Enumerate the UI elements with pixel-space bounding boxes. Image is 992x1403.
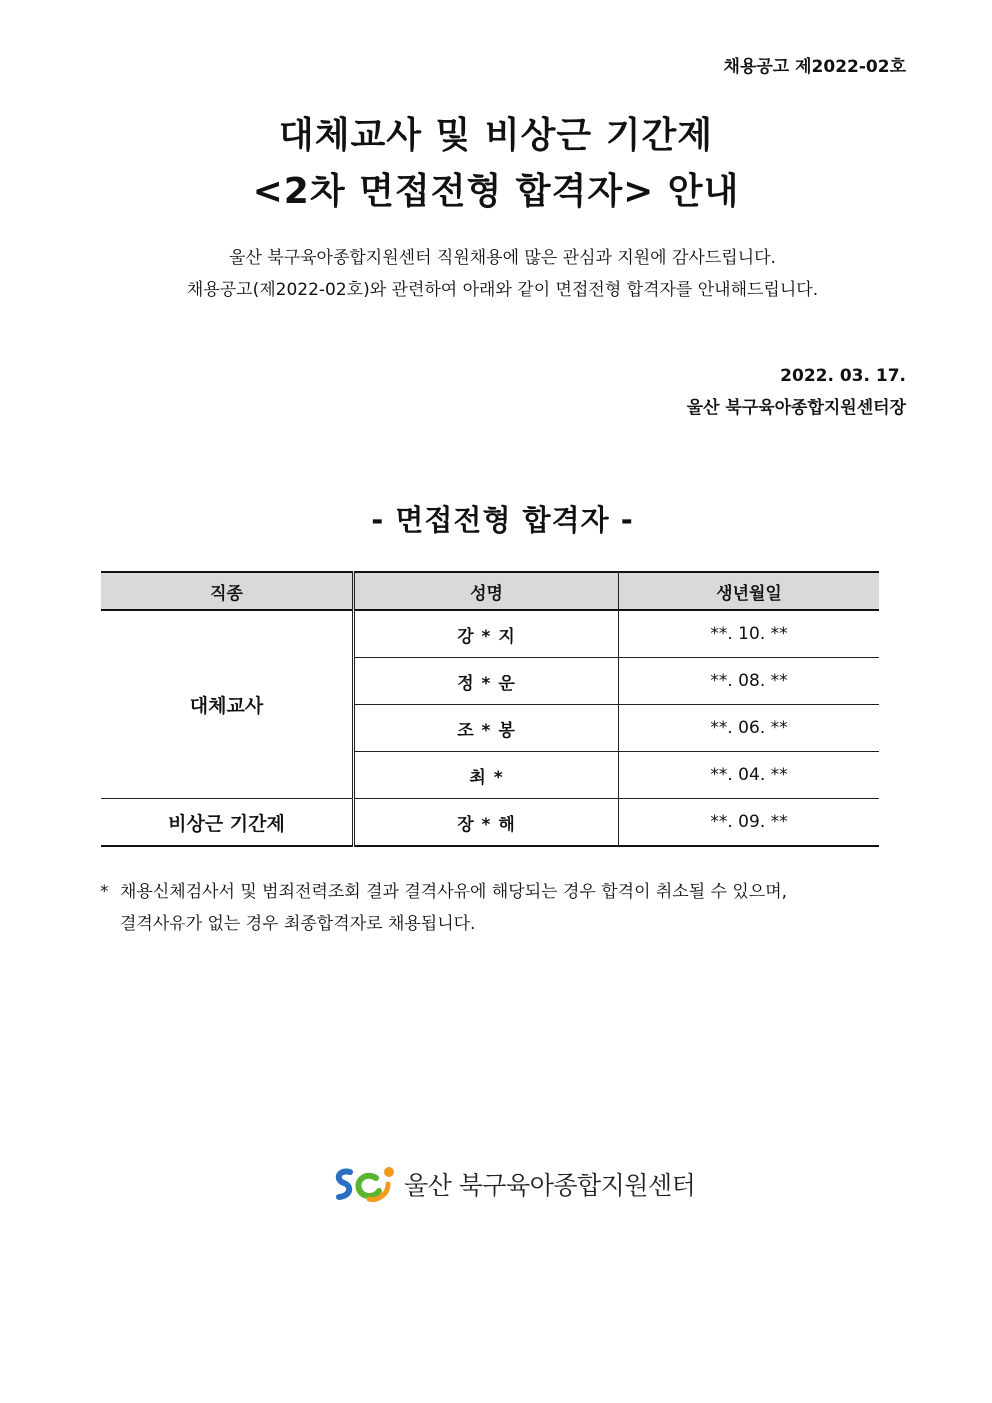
intro-line-2: 채용공고(제2022-02호)와 관련하여 아래와 같이 면접전형 합격자를 안내해드립니다. — [186, 280, 819, 300]
job-cell: 비상근 기간제 — [101, 799, 354, 847]
birth-cell: **. 08. ** — [619, 658, 880, 705]
center-name: 울산 북구육아종합지원센터 — [404, 1171, 696, 1200]
title-line-1: 대체교사 및 비상근 기간제 — [278, 115, 714, 156]
birth-cell: **. 09. ** — [619, 799, 880, 847]
center-logo-icon — [332, 1163, 398, 1205]
name-cell: 강 * 지 — [354, 610, 619, 658]
section-title: - 면접전형 합격자 - — [371, 503, 634, 537]
footnote-text-2: 결격사유가 없는 경우 최종합격자로 채용됩니다. — [120, 914, 476, 934]
footnote — [100, 876, 910, 940]
issue-date: 2022. 03. 17. — [780, 366, 906, 386]
title-line-2: <2차 면접전형 합격자> 안내 — [252, 171, 740, 212]
footnote-text-1: 채용신체검사서 및 범죄전력조회 결과 결격사유에 해당되는 경우 합격이 취소될 수 있으며, — [120, 882, 788, 902]
table-row — [101, 610, 879, 658]
footnote-line-1 — [100, 876, 910, 908]
name-cell: 정 * 운 — [354, 658, 619, 705]
birth-cell: **. 10. ** — [619, 610, 880, 658]
job-cell: 대체교사 — [101, 610, 354, 799]
birth-cell: **. 04. ** — [619, 752, 880, 799]
footnote-marker: * — [100, 882, 109, 902]
header-job: 직종 — [101, 572, 354, 610]
table-header-row — [101, 572, 879, 610]
issuer: 울산 북구육아종합지원센터장 — [686, 398, 906, 418]
page-title — [0, 108, 992, 220]
intro-line-1: 울산 북구육아종합지원센터 직원채용에 많은 관심과 지원에 감사드립니다. — [229, 248, 776, 268]
table-row — [101, 799, 879, 847]
name-cell: 최 * — [354, 752, 619, 799]
birth-cell: **. 06. ** — [619, 705, 880, 752]
footnote-line-2 — [100, 908, 910, 940]
name-cell: 장 * 해 — [354, 799, 619, 847]
intro-text — [0, 242, 992, 306]
name-cell: 조 * 봉 — [354, 705, 619, 752]
date-block — [687, 360, 906, 424]
results-table — [101, 571, 879, 847]
header-name: 성명 — [354, 572, 619, 610]
footer-logo — [332, 1162, 695, 1206]
header-birth: 생년월일 — [619, 572, 880, 610]
notice-number: 채용공고 제2022-02호 — [723, 57, 906, 77]
